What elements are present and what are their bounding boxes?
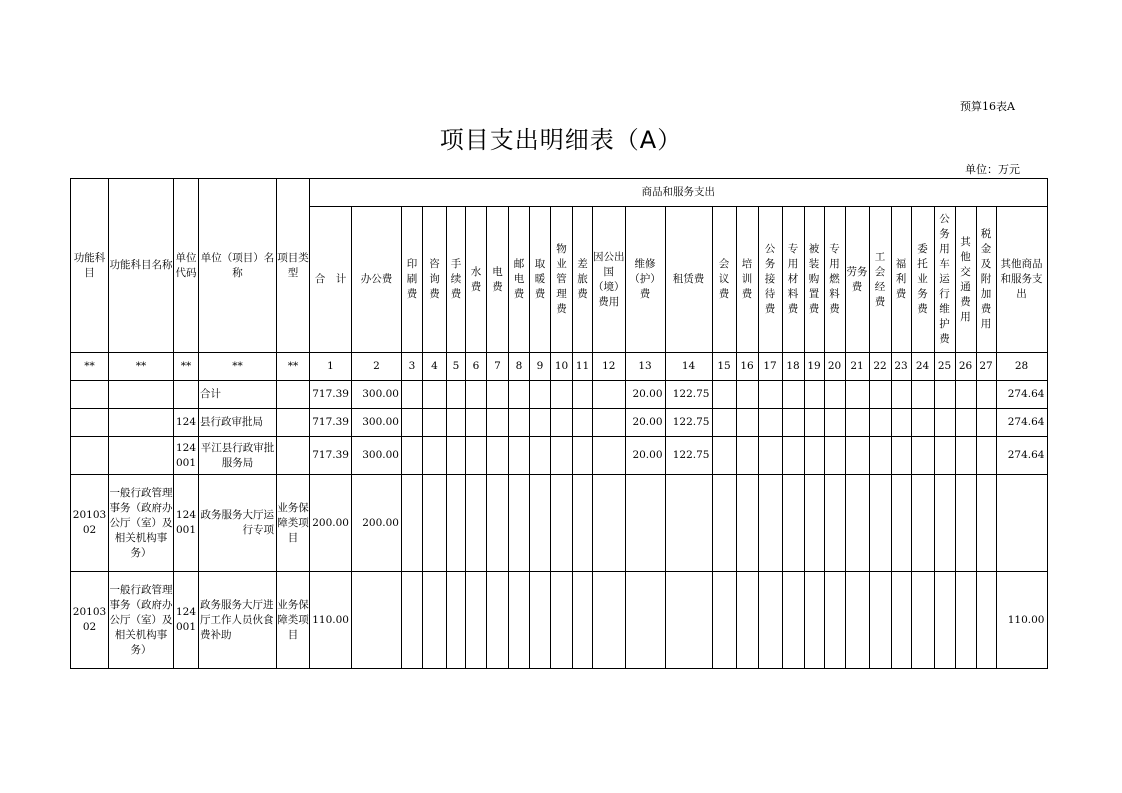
table-row (71, 381, 1048, 409)
table-cell: 一般行政管理事务（政府办公厅（室）及相关机构事务） (109, 572, 174, 669)
index-cell: 1 (310, 353, 352, 381)
table-cell (402, 409, 423, 437)
index-cell: 13 (625, 353, 665, 381)
table-cell (551, 409, 573, 437)
header-rent: 租赁费 (665, 207, 712, 353)
table-cell (665, 475, 712, 572)
table-cell (804, 381, 824, 409)
table-cell (551, 475, 573, 572)
table-cell (736, 475, 758, 572)
table-cell (824, 409, 845, 437)
table-cell (712, 381, 736, 409)
index-cell: ** (174, 353, 199, 381)
index-cell: 18 (782, 353, 804, 381)
table-cell (845, 475, 869, 572)
header-travel: 差旅费 (573, 207, 593, 353)
table-cell: 122.75 (665, 381, 712, 409)
table-cell (758, 409, 782, 437)
table-cell (277, 381, 310, 409)
table-cell: 124001 (174, 475, 199, 572)
table-cell (487, 409, 509, 437)
form-code: 预算16表A (960, 100, 1015, 113)
table-cell (804, 437, 824, 475)
table-cell (869, 409, 891, 437)
table-cell (402, 381, 423, 409)
index-cell: 16 (736, 353, 758, 381)
table-cell: 一般行政管理事务（政府办公厅（室）及相关机构事务） (109, 475, 174, 572)
table-cell (976, 572, 996, 669)
table-cell (804, 409, 824, 437)
table-cell (736, 437, 758, 475)
table-cell (487, 475, 509, 572)
table-cell (71, 409, 109, 437)
table-cell (976, 381, 996, 409)
table-cell (109, 409, 174, 437)
table-cell (845, 437, 869, 475)
table-row (71, 475, 1048, 572)
table-cell (934, 475, 955, 572)
index-cell: ** (71, 353, 109, 381)
table-cell: 122.75 (665, 409, 712, 437)
table-cell (423, 409, 447, 437)
table-cell (665, 572, 712, 669)
header-uniform: 被装购置费 (804, 207, 824, 353)
header-vehicle: 公务用车运行维护费 (934, 207, 955, 353)
table-cell (509, 381, 530, 409)
header-func-code: 功能科目 (71, 179, 109, 353)
index-row (71, 353, 1048, 381)
table-cell (824, 475, 845, 572)
header-printing: 印刷费 (402, 207, 423, 353)
header-unit-code: 单位代码 (174, 179, 199, 353)
header-labor: 劳务费 (845, 207, 869, 353)
table-cell: 2010302 (71, 572, 109, 669)
table-cell: 717.39 (310, 409, 352, 437)
index-cell: 7 (487, 353, 509, 381)
table-cell (976, 475, 996, 572)
table-cell (402, 475, 423, 572)
table-row (71, 572, 1048, 669)
table-cell: 110.00 (996, 572, 1047, 669)
table-cell (869, 475, 891, 572)
header-abroad: 因公出国（境）费用 (593, 207, 626, 353)
index-cell: ** (277, 353, 310, 381)
table-cell (891, 381, 911, 409)
index-cell: 25 (934, 353, 955, 381)
table-cell (573, 572, 593, 669)
table-cell (712, 572, 736, 669)
index-cell: 20 (824, 353, 845, 381)
table-cell (530, 437, 551, 475)
table-cell (402, 572, 423, 669)
index-cell: 11 (573, 353, 593, 381)
table-cell (352, 572, 402, 669)
table-cell (573, 475, 593, 572)
table-cell (782, 572, 804, 669)
table-cell (804, 475, 824, 572)
index-cell: 23 (891, 353, 911, 381)
table-cell (736, 409, 758, 437)
table-cell (509, 572, 530, 669)
table-cell: 300.00 (352, 409, 402, 437)
table-cell: 200.00 (352, 475, 402, 572)
index-cell: 28 (996, 353, 1047, 381)
table-cell (447, 475, 466, 572)
table-cell (423, 572, 447, 669)
table-cell (530, 572, 551, 669)
index-cell: 27 (976, 353, 996, 381)
table-cell (845, 572, 869, 669)
table-cell (573, 381, 593, 409)
table-cell (911, 572, 934, 669)
index-cell: 4 (423, 353, 447, 381)
table-cell (911, 381, 934, 409)
table-cell (736, 572, 758, 669)
table-cell (911, 409, 934, 437)
table-cell (758, 437, 782, 475)
index-cell: 9 (530, 353, 551, 381)
table-cell: 124001 (174, 437, 199, 475)
table-row (71, 409, 1048, 437)
table-cell (593, 475, 626, 572)
table-cell: 300.00 (352, 381, 402, 409)
index-cell: 5 (447, 353, 466, 381)
table-cell: 2010302 (71, 475, 109, 572)
table-cell (530, 409, 551, 437)
header-electricity: 电费 (487, 207, 509, 353)
header-project-type: 项目类型 (277, 179, 310, 353)
table-cell (712, 409, 736, 437)
table-cell (530, 475, 551, 572)
table-cell: 122.75 (665, 437, 712, 475)
table-cell (109, 381, 174, 409)
table-cell (551, 437, 573, 475)
table-cell (423, 437, 447, 475)
table-cell (509, 437, 530, 475)
table-cell (955, 437, 976, 475)
table-cell (466, 409, 487, 437)
header-material: 专用材料费 (782, 207, 804, 353)
table-cell: 业务保障类项目 (277, 475, 310, 572)
index-cell: 2 (352, 353, 402, 381)
header-welfare: 福利费 (891, 207, 911, 353)
index-cell: ** (109, 353, 174, 381)
table-cell (447, 381, 466, 409)
header-property: 物业管理费 (551, 207, 573, 353)
table-cell (845, 381, 869, 409)
table-cell: 124 (174, 409, 199, 437)
table-cell (911, 475, 934, 572)
table-cell: 110.00 (310, 572, 352, 669)
table-cell (782, 381, 804, 409)
table-cell (423, 475, 447, 572)
table-cell (487, 572, 509, 669)
header-transport: 其他交通费用 (955, 207, 976, 353)
table-cell (530, 381, 551, 409)
index-cell: 6 (466, 353, 487, 381)
index-cell: ** (199, 353, 277, 381)
table-cell (447, 572, 466, 669)
table-cell: 政务服务大厅进厅工作人员伙食费补助 (199, 572, 277, 669)
table-cell (996, 475, 1047, 572)
table-cell (573, 437, 593, 475)
table-cell (934, 572, 955, 669)
table-cell: 合计 (199, 381, 277, 409)
table-cell (593, 572, 626, 669)
header-func-name: 功能科目名称 (109, 179, 174, 353)
table-cell (782, 409, 804, 437)
table-cell (593, 409, 626, 437)
table-cell (466, 437, 487, 475)
table-cell (174, 381, 199, 409)
table-cell (824, 437, 845, 475)
table-cell (466, 572, 487, 669)
table-cell: 20.00 (625, 409, 665, 437)
header-reception: 公务接待费 (758, 207, 782, 353)
index-cell: 24 (911, 353, 934, 381)
table-cell (869, 381, 891, 409)
table-cell (891, 409, 911, 437)
header-handling-fee: 手续费 (447, 207, 466, 353)
table-cell (447, 437, 466, 475)
table-cell (487, 437, 509, 475)
table-cell (593, 381, 626, 409)
header-union: 工会经费 (869, 207, 891, 353)
table-cell (71, 437, 109, 475)
table-cell (804, 572, 824, 669)
table-cell (976, 409, 996, 437)
table-cell (758, 381, 782, 409)
table-cell (869, 572, 891, 669)
table-cell (955, 381, 976, 409)
table-cell (955, 475, 976, 572)
data-rows (71, 381, 1048, 669)
table-cell (934, 381, 955, 409)
header-fuel: 专用燃料费 (824, 207, 845, 353)
index-cell: 3 (402, 353, 423, 381)
table-cell: 200.00 (310, 475, 352, 572)
header-tax: 税金及附加费用 (976, 207, 996, 353)
table-cell: 业务保障类项目 (277, 572, 310, 669)
table-cell: 274.64 (996, 437, 1047, 475)
table-cell (712, 475, 736, 572)
header-total: 合 计 (310, 207, 352, 353)
page-title: 项目支出明细表（A） (439, 126, 683, 154)
header-repair: 维修（护）费 (625, 207, 665, 353)
table-cell: 124001 (174, 572, 199, 669)
index-cell: 8 (509, 353, 530, 381)
header-office: 办公费 (352, 207, 402, 353)
unit-label: 单位：万元 (965, 163, 1020, 176)
table-cell (109, 437, 174, 475)
table-cell: 717.39 (310, 437, 352, 475)
header-heating: 取暖费 (530, 207, 551, 353)
table-cell (277, 409, 310, 437)
table-cell (758, 572, 782, 669)
table-cell (551, 381, 573, 409)
table-cell: 20.00 (625, 381, 665, 409)
table-cell (573, 409, 593, 437)
table-cell: 717.39 (310, 381, 352, 409)
index-cell: 21 (845, 353, 869, 381)
table-cell: 274.64 (996, 409, 1047, 437)
table-row (71, 437, 1048, 475)
table-cell: 20.00 (625, 437, 665, 475)
table-cell (487, 381, 509, 409)
table-cell (824, 381, 845, 409)
table-cell: 平江县行政审批服务局 (199, 437, 277, 475)
table-cell (758, 475, 782, 572)
table-cell: 县行政审批局 (199, 409, 277, 437)
table-cell (447, 409, 466, 437)
table-cell (891, 572, 911, 669)
table-cell (509, 475, 530, 572)
table-cell (277, 437, 310, 475)
table-cell (736, 381, 758, 409)
header-other: 其他商品和服务支出 (996, 207, 1047, 353)
table-cell (824, 572, 845, 669)
table-cell (71, 381, 109, 409)
table-cell (976, 437, 996, 475)
table-cell (782, 437, 804, 475)
header-unit-name: 单位（项目）名称 (199, 179, 277, 353)
header-water: 水费 (466, 207, 487, 353)
expense-table (70, 178, 1048, 669)
table-cell (551, 572, 573, 669)
header-entrust: 委托业务费 (911, 207, 934, 353)
index-cell: 12 (593, 353, 626, 381)
header-postal: 邮电费 (509, 207, 530, 353)
table-cell (625, 572, 665, 669)
table-cell: 274.64 (996, 381, 1047, 409)
index-cell: 26 (955, 353, 976, 381)
table-cell (869, 437, 891, 475)
header-consulting: 咨询费 (423, 207, 447, 353)
header-meeting: 会议费 (712, 207, 736, 353)
table-cell (955, 409, 976, 437)
table-cell (402, 437, 423, 475)
table-cell (845, 409, 869, 437)
table-cell: 300.00 (352, 437, 402, 475)
table-cell (423, 381, 447, 409)
table-cell (625, 475, 665, 572)
table-cell (466, 475, 487, 572)
index-cell: 15 (712, 353, 736, 381)
table-cell (891, 437, 911, 475)
header-group-goods-services: 商品和服务支出 (310, 179, 1048, 207)
index-cell: 14 (665, 353, 712, 381)
table-cell (934, 437, 955, 475)
table-cell (911, 437, 934, 475)
index-cell: 19 (804, 353, 824, 381)
index-cell: 17 (758, 353, 782, 381)
header-training: 培训费 (736, 207, 758, 353)
table-cell (712, 437, 736, 475)
table-cell (955, 572, 976, 669)
index-cell: 22 (869, 353, 891, 381)
table-cell (509, 409, 530, 437)
table-cell (934, 409, 955, 437)
table-cell (782, 475, 804, 572)
table-cell (891, 475, 911, 572)
index-cell: 10 (551, 353, 573, 381)
table-cell (593, 437, 626, 475)
table-cell (466, 381, 487, 409)
table-cell: 政务服务大厅运行专项 (199, 475, 277, 572)
